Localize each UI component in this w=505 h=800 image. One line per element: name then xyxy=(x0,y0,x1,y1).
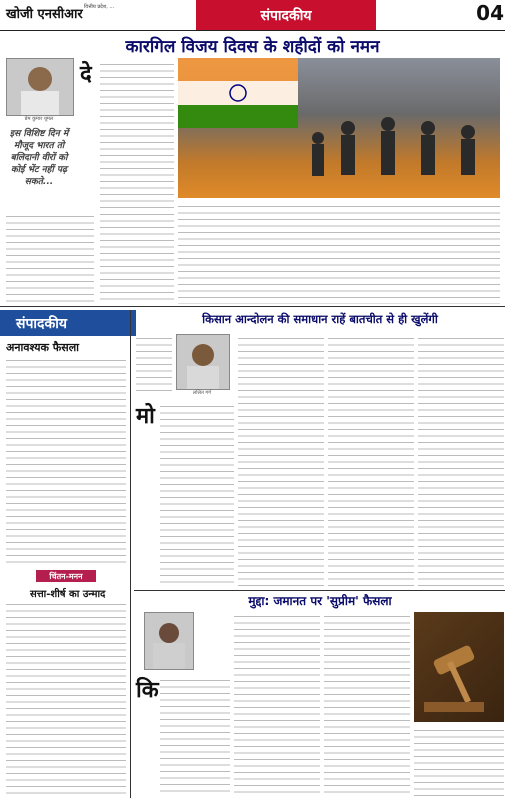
column-divider xyxy=(130,310,131,798)
article3-author-photo xyxy=(144,612,194,670)
article3-col-1 xyxy=(160,676,230,796)
editorial-body xyxy=(6,356,126,564)
date-line: वित्तीय प्रदेश, ... xyxy=(84,4,115,10)
lead-drop-cap: दे xyxy=(80,62,92,87)
lead-column-1 xyxy=(100,60,174,208)
soldiers-illustration-icon xyxy=(178,58,500,198)
article3-col-4 xyxy=(414,726,504,796)
editorial-title: अनावश्यक फैसला xyxy=(6,341,80,354)
page-number: 04 xyxy=(476,1,504,25)
editorial-band: संपादकीय xyxy=(0,310,136,336)
article2-col-1 xyxy=(160,402,234,588)
lead-headline: कारगिल विजय दिवस के शहीदों को नमन xyxy=(125,37,380,57)
article2-col-2 xyxy=(238,334,324,588)
article2-col-3 xyxy=(328,334,414,588)
article2-col-4 xyxy=(418,334,504,588)
lead-column-2 xyxy=(100,210,174,304)
divider xyxy=(134,590,505,591)
soldiers-image xyxy=(178,58,500,198)
pull-quote: इस विशिष्ट दिन में मौजूद भारत तो बलिदानी वीरों को कोई भेंट नहीं पढ़ सकते... xyxy=(9,129,69,187)
article3-headline: मुद्दा: जमानत पर 'सुप्रीम' फैसला xyxy=(248,594,392,608)
brand-name: खोजी एनसीआर xyxy=(6,7,83,22)
chintan-tag: चिंतन-मनन xyxy=(36,570,96,582)
gavel-image xyxy=(414,612,504,722)
chintan-title: सत्ता-शीर्ष का उन्माद xyxy=(30,589,106,600)
person-silhouette-icon xyxy=(7,59,73,115)
article2-author-photo xyxy=(176,334,230,390)
masthead xyxy=(0,0,505,31)
lead-column-left-lower xyxy=(6,212,94,304)
article3-col-3 xyxy=(324,612,410,796)
person-silhouette-icon xyxy=(177,335,229,389)
section-banner: संपादकीय xyxy=(196,0,376,30)
author-caption: प्रेम कुमार धूमल xyxy=(24,116,54,122)
article2-headline: किसान आन्दोलन की समाधान राहें बातचीत से ही खुलेंगी xyxy=(202,312,438,326)
article3-col-2 xyxy=(234,612,320,796)
person-silhouette-icon xyxy=(145,613,193,669)
article2-author-caption: ललित गर्ग xyxy=(192,390,212,396)
chintan-body xyxy=(6,600,126,796)
author-photo xyxy=(6,58,74,116)
gavel-icon xyxy=(414,612,504,722)
divider xyxy=(0,306,505,307)
article3-drop-cap: कि xyxy=(136,678,159,703)
article2-col-a xyxy=(136,334,172,396)
article2-drop-cap: मो xyxy=(136,404,155,429)
lead-lower-columns xyxy=(178,202,500,304)
